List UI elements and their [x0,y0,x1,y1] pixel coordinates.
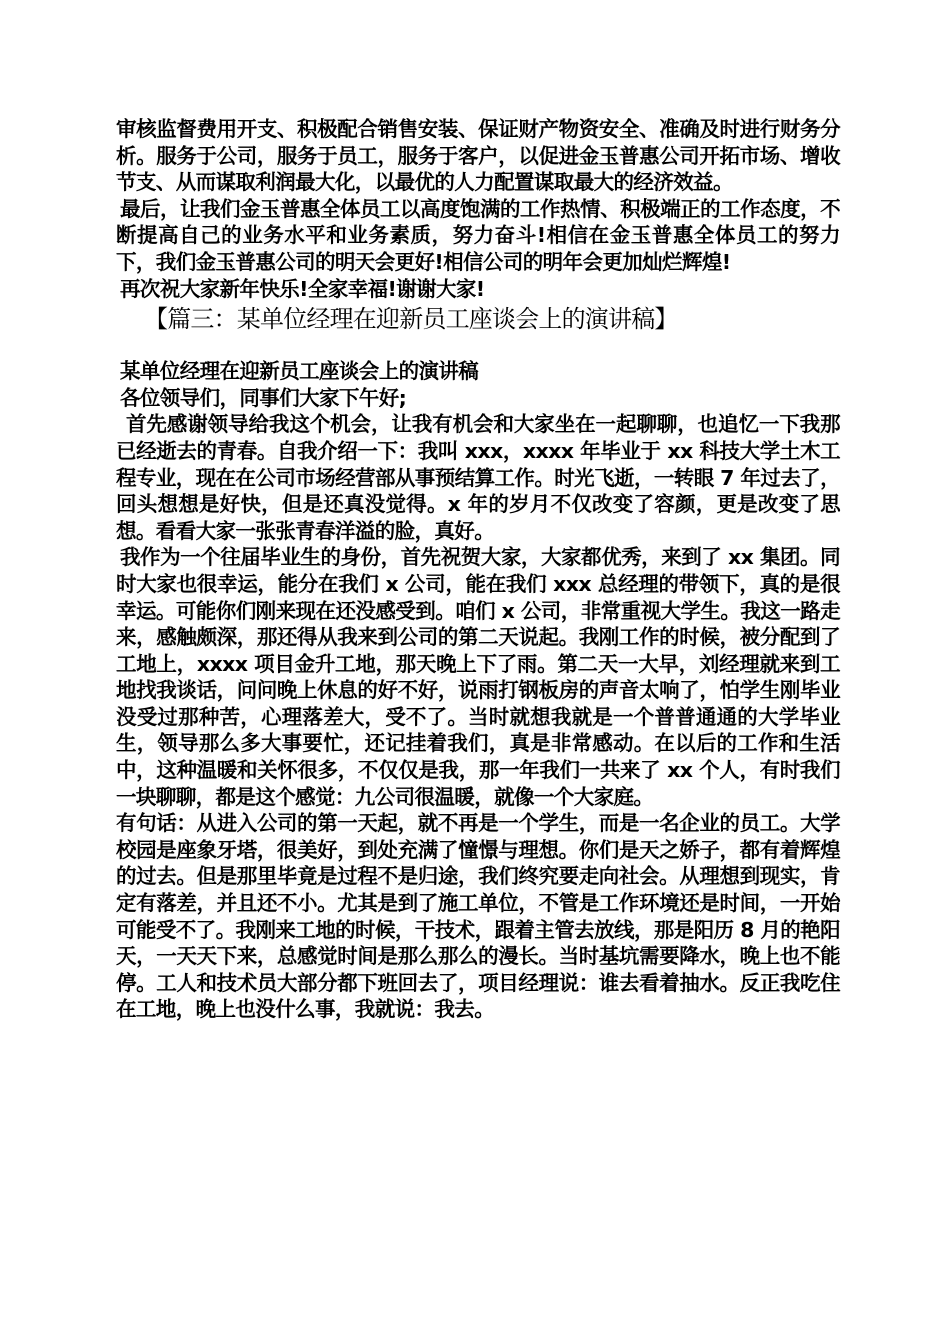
speech-paragraph-welcome: 我作为一个往届毕业生的身份，首先祝贺大家，大家都优秀，来到了 xx 集团。同时大家也很幸运，能分在我们 x 公司，能在我们 xxx 总经理的带领下，真的是很幸运。可能你们刚来现在还没感受到。咱们 x 公司，非常重视大学生。我这一路走来，感触颇深，那还得从我来到公司的第二天说起。我刚工作的时候，被分配到了工地上，xxxx 项目金升工地，那天晚上下了雨。第二天一大早，刘经理就来到工地找我谈话，问问晚上休息的好不好，说雨打钢板房的声音太响了，怕学生刚毕业没受过那种苦，心理落差大，受不了。当时就想我就是一个普普通通的大学毕业生，领导那么多大事要忙，还记挂着我们，真是非常感动。在以后的工作和生活中，这种温暖和关怀很多，不仅仅是我，那一年我们一共来了 xx 个人，有时我们一块聊聊，都是这个感觉：九公司很温暖，就像一个大家庭。 [116,545,840,809]
paragraph-new-year-wishes: 再次祝大家新年快乐!全家幸福!谢谢大家! [120,276,485,301]
paragraph-closing: 最后，让我们金玉普惠全体员工以高度饱满的工作热情、积极端正的工作态度，不断提高自己的业务水平和业务素质，努力奋斗!相信在金玉普惠全体员工的努力下，我们金玉普惠公司的明天会更好!相信公司的明年会更加灿烂辉煌! [116,196,840,274]
speech-paragraph-introduction: 首先感谢领导给我这个机会，让我有机会和大家坐在一起聊聊，也追忆一下我那已经逝去的青春。自我介绍一下：我叫 xxx，xxxx 年毕业于 xx 科技大学土木工程专业，现在在公司市场经营部从事预结算工作。时光飞逝，一转眼 7 年过去了，回头想想是好快，但是还真没觉得。x 年的岁月不仅改变了容颜，更是改变了思想。看看大家一张张青春洋溢的脸，真好。 [116,412,840,543]
speech-paragraph-transition: 有句话：从进入公司的第一天起，就不再是一个学生，而是一名企业的员工。大学校园是座象牙塔，很美好，到处充满了憧憬与理想。你们是天之娇子，都有着辉煌的过去。但是那里毕竟是过程不是归途，我们终究要走向社会。从理想到现实，肯定有落差，并且还不小。尤其是到了施工单位，不管是工作环境还是时间，一开始可能受不了。我刚来工地的时候，干技术，跟着主管去放线，那是阳历 8 月的艳阳天，一天天下来，总感觉时间是那么那么的漫长。当时基坑需要降水，晚上也不能停。工人和技术员大部分都下班回去了，项目经理说：谁去看着抽水。反正我吃住在工地，晚上也没什么事，我就说：我去。 [116,811,840,1022]
speech-section [116,358,840,1023]
previous-section [116,116,840,302]
document-page [116,116,840,1023]
speech-title: 某单位经理在迎新员工座谈会上的演讲稿 [120,359,479,384]
speech-greeting: 各位领导们，同事们大家下午好; [120,385,407,410]
paragraph-finance: 审核监督费用开支、积极配合销售安装、保证财产物资安全、准确及时进行财务分析。服务于公司，服务于员工，服务于客户，以促进金玉普惠公司开拓市场、增收节支、从而谋取利润最大化，以最优的人力配置谋取最大的经济效益。 [116,117,840,195]
spacer [116,336,840,358]
section-heading: 【篇三：某单位经理在迎新员工座谈会上的演讲稿】 [144,305,678,334]
